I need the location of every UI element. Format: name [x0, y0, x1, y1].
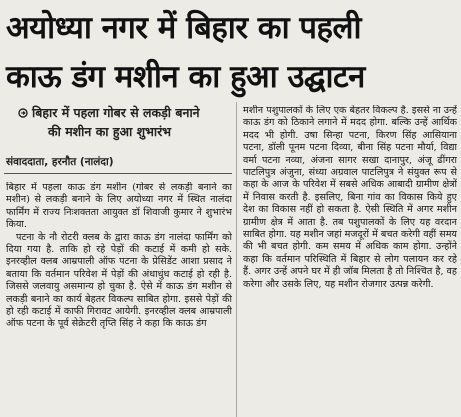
kicker-line-2: की मशीन का हुआ शुभारंभ	[48, 124, 172, 139]
column-divider	[236, 102, 237, 417]
headline	[6, 4, 458, 102]
left-paragraph-2: पटना के नौ रोटरी क्लब के द्वारा काऊ डंग नालंदा फार्मिंग को दिया गया है. ताकि हो रहे पेड़ों की कटाई में कमी हो सके. इनरव्हील क्लब आम्रपाली ऑफ पटना के प्रेसिडेंट आशा प्रसाद ने बताया कि वर्तमान परिवेश में पेड़ों की अंधाधुंध कटाई हो रही है. जिससे जलवायु असमान्य हो चुका है. ऐसे में काऊ डंग मशीन से लकड़ी बनाने का कार्य बेहतर विकल्प साबित होगा. इससे पेड़ों की हो रही कटाई में काफी गिरावट आयेगी. इनरव्हील क्लब आम्रपाली ऑफ पटना के पूर्व सेक्रेटरी तृप्ति सिंह ने कहा कि काऊ डंग	[6, 231, 232, 330]
right-column	[243, 105, 457, 417]
byline: संवाददाता, हरनौत (नालंदा)	[6, 156, 114, 168]
right-paragraph-1: मशीन पशुपालकों के लिए एक बेहतर विकल्प है. इससे ना उन्हें काऊ डंग को ठिकाने लगाने में मदद होगा. बल्कि उन्हें आर्थिक मदद भी होगी. उषा सिन्हा पटना, किरण सिंह आसियाना पटना, डॉली पूनम पटना दिव्या, बीना सिंह पटना मौर्या, विद्या वर्मा पटना नव्या, अंजना सागर सखा दानापुर, अंजू ढींगरा पाटलिपुत्र अंजुना, संध्या अग्रवाल पाटलिपुत्र ने संयुक्त रूप से कहा के आज के परिवेश में सबसे अधिक आबादी ग्रामीण क्षेत्रों में निवास करती है. इसलिए, बिना गांव का विकास किये हुए देश का विकास नहीं हो सकता है. ऐसी स्थिति में अगर मशीन ग्रामीण क्षेत्र में आता है. तब पशुपालकों के लिए यह वरदान साबित होगा. यह मशीन जहां मजदूरों में बचत करेगी वहीं समय की भी बचत होगी. कम समय में अधिक काम होगा. उन्होंने कहा कि वर्तमान परिस्थिति में बिहार से लोग पलायन कर रहे हैं. अगर उन्हें अपने घर में ही जॉब मिलता है तो निश्चित है, वह करेगा और उसके लिए, यह मशीन रोजगार उत्पन्न करेगी.	[243, 105, 457, 290]
headline-line-2: काऊ डंग मशीन का हुआ उद्घाटन	[6, 59, 365, 95]
kicker	[18, 103, 233, 141]
left-column	[6, 182, 232, 417]
left-paragraph-1: बिहार में पहला काऊ डंग मशीन (गोबर से लकड़ी बनाने का मशीन) से लकड़ी बनाने के लिए अयोध्या नगर में स्थित नालंदा फार्मिंग में राज्य निःशक्तता आयुक्त डॉ शिवाजी कुमार ने शुभारंभ किया.	[6, 182, 232, 231]
headline-line-1: अयोध्या नगर में बिहार का पहली	[6, 10, 362, 46]
byline-rule	[4, 173, 232, 174]
arrow-bullet-icon	[18, 104, 28, 114]
kicker-line-1-text: बिहार में पहला गोबर से लकड़ी बनाने	[32, 105, 200, 120]
kicker-line-1	[18, 103, 233, 122]
